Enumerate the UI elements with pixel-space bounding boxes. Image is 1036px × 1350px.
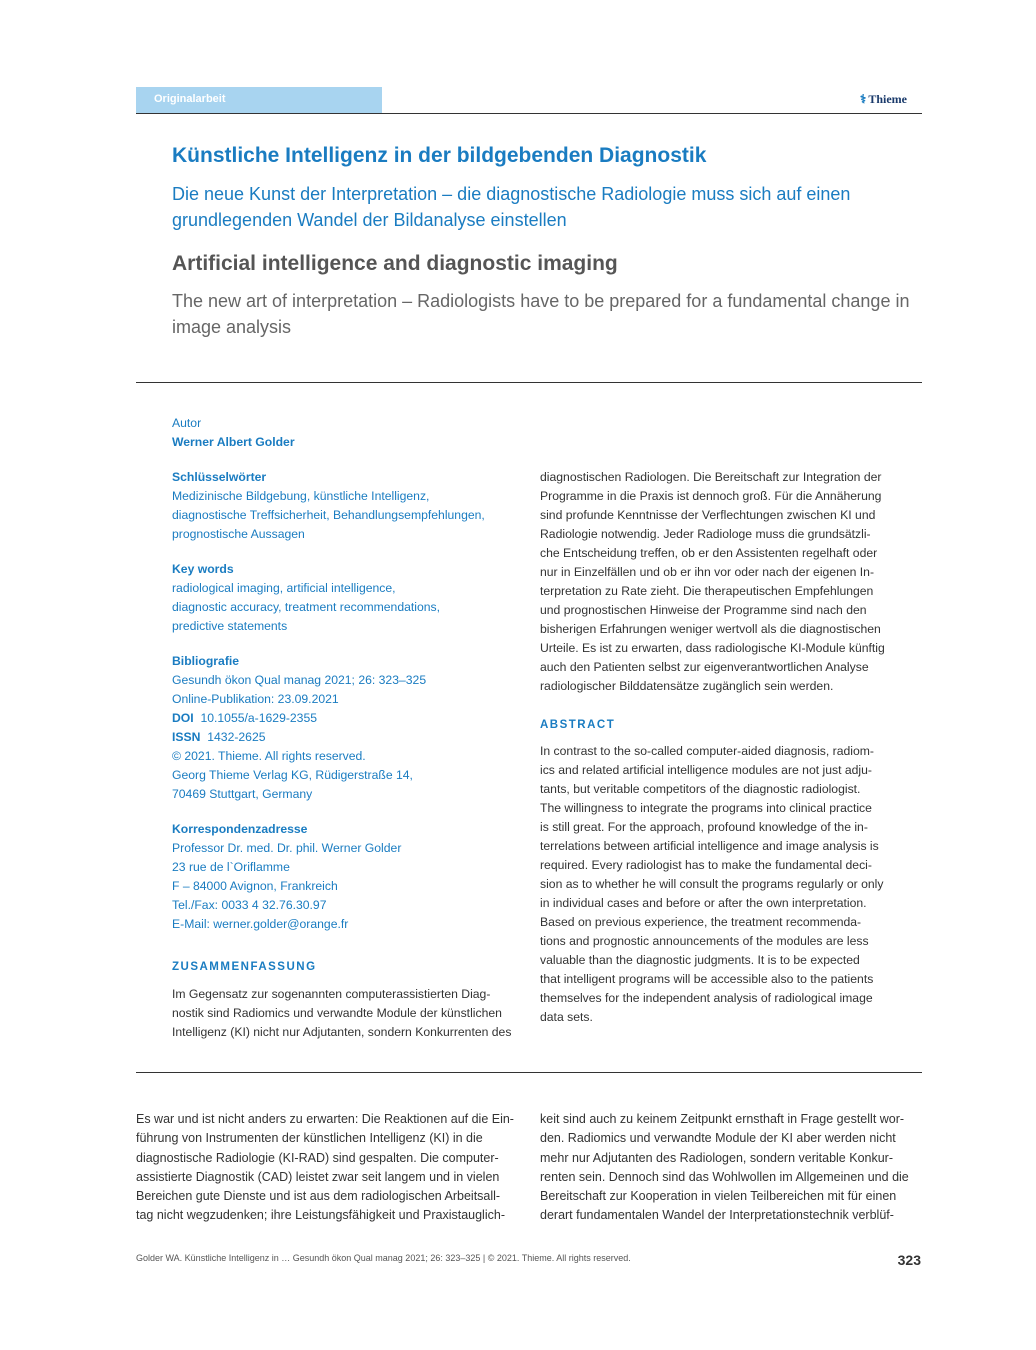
text-line: derart fundamentalen Wandel der Interpretationstechnik verblüf- <box>540 1208 894 1223</box>
zusammenfassung-right <box>540 468 886 696</box>
text-line: required. Every radiologist has to make the fundamental deci- <box>540 858 872 872</box>
author-label: Autor <box>172 416 202 430</box>
issn-value: 1432-2625 <box>207 730 266 744</box>
publisher-address-line: 70469 Stuttgart, Germany <box>172 787 313 801</box>
text-line: Radiologie notwendig. Jeder Radiologe muss die grundsätzli- <box>540 527 871 541</box>
thieme-logo-icon: ⚕ <box>859 92 867 106</box>
doi-link[interactable]: 10.1055/a-1629-2355 <box>200 711 318 725</box>
correspondence-line: Professor Dr. med. Dr. phil. Werner Golder <box>172 841 402 855</box>
english-subtitle: The new art of interpretation – Radiologists have to be prepared for a fundamental change in image analysis <box>172 291 910 337</box>
correspondence-block <box>172 820 512 934</box>
page-number: 323 <box>897 1252 921 1268</box>
text-line: nostik sind Radiomics und verwandte Module der künstlichen <box>172 1006 502 1020</box>
correspondence-line: Tel./Fax: 0033 4 32.76.30.97 <box>172 898 327 912</box>
text-line: The willingness to integrate the programs into clinical practice <box>540 801 872 815</box>
zusammenfassung-heading: ZUSAMMENFASSUNG <box>172 961 317 973</box>
bibliography-block <box>172 652 512 804</box>
metadata-column <box>172 414 512 950</box>
body-column-left <box>136 1110 518 1226</box>
text-line: diagnostischen Radiologen. Die Bereitschaft zur Integration der <box>540 470 882 484</box>
keywords-en-label: Key words <box>172 562 234 576</box>
issn-label: ISSN <box>172 730 201 744</box>
bibliography-label: Bibliografie <box>172 654 240 668</box>
body-column-right <box>540 1110 922 1226</box>
text-line: mehr nur Adjutanten des Radiologen, sondern veritable Konkur- <box>540 1150 893 1165</box>
keywords-de-label: Schlüsselwörter <box>172 470 267 484</box>
abstract-heading: ABSTRACT <box>540 719 616 731</box>
text-line: ics and related artificial intelligence modules are not just adju- <box>540 763 872 777</box>
text-line: valuable than the diagnostic judgments. It is to be expected <box>540 953 860 967</box>
text-line: Intelligenz (KI) nicht nur Adjutanten, sondern Konkurrenten des <box>172 1025 512 1039</box>
text-line: den. Radiomics und verwandte Module der KI aber werden nicht <box>540 1131 896 1146</box>
text-line: data sets. <box>540 1010 593 1024</box>
text-line: sion as to whether he will consult the programs regularly or only <box>540 877 884 891</box>
text-line: In contrast to the so-called computer-aided diagnosis, radiom- <box>540 744 874 758</box>
header-rule <box>136 113 922 114</box>
text-line: radiologischer Bilddatensätze zugänglich sein werden. <box>540 679 834 693</box>
title-divider <box>136 382 922 383</box>
text-line: che Entscheidung treffen, ob er den Assistenten regelhaft oder <box>540 546 878 560</box>
text-line: und prognostischen Hinweise der Programme sind nach den <box>540 603 867 617</box>
section-label: Originalarbeit <box>136 87 382 113</box>
english-title: Artificial intelligence and diagnostic imaging <box>172 252 618 275</box>
text-line: Bereitschaft zur Kooperation in vielen Teilbereichen mit für einen <box>540 1189 897 1204</box>
keywords-de-line: prognostische Aussagen <box>172 527 305 541</box>
issn-line <box>172 728 512 747</box>
publisher-address-line: Georg Thieme Verlag KG, Rüdigerstraße 14, <box>172 768 413 782</box>
text-line: that intelligent programs will be accessible also to the patients <box>540 972 874 986</box>
keywords-en-block <box>172 560 512 636</box>
keywords-de-line: diagnostische Treffsicherheit, Behandlungsempfehlungen, <box>172 508 485 522</box>
doi-line <box>172 709 512 728</box>
keywords-de-block <box>172 468 512 544</box>
text-line: Bereichen gute Dienste und ist aus dem radiologischen Arbeitsall- <box>136 1189 501 1204</box>
text-line: führung von Instrumenten der künstlichen Intelligenz (KI) in die <box>136 1131 483 1146</box>
journal-citation: Gesundh ökon Qual manag 2021; 26: 323–325 <box>172 673 427 687</box>
text-line: keit sind auch zu keinem Zeitpunkt ernsthaft in Frage gestellt wor- <box>540 1112 905 1126</box>
text-line: terrelations between artificial intelligence and image analysis is <box>540 839 879 853</box>
footer-citation: Golder WA. Künstliche Intelligenz in … Gesundh ökon Qual manag 2021; 26: 323–325 | © 2021. Thieme. All rights reserved. <box>136 1253 631 1263</box>
online-publication-date: Online-Publikation: 23.09.2021 <box>172 692 339 706</box>
abstract-text <box>540 742 886 1027</box>
text-line: diagnostische Radiologie (KI-RAD) sind gespalten. Die computer- <box>136 1150 499 1165</box>
german-title: Künstliche Intelligenz in der bildgebenden Diagnostik <box>172 144 707 167</box>
text-line: Programme in die Praxis ist dennoch groß. Für die Annäherung <box>540 489 882 503</box>
keywords-en-line: diagnostic accuracy, treatment recommendations, <box>172 600 441 614</box>
text-line: Based on previous experience, the treatment recommenda- <box>540 915 862 929</box>
author-block <box>172 414 512 452</box>
text-line: terpretation zu Rate zieht. Die therapeutischen Empfehlungen <box>540 584 874 598</box>
text-line: bisherigen Erfahrungen weniger wertvoll als die diagnostischen <box>540 622 881 636</box>
keywords-en-line: predictive statements <box>172 619 288 633</box>
keywords-en-line: radiological imaging, artificial intelligence, <box>172 581 396 595</box>
text-line: Im Gegensatz zur sogenannten computerassistierten Diag- <box>172 987 491 1001</box>
text-line: renten sein. Dennoch sind das Wohlwollen im Allgemeinen und die <box>540 1169 909 1184</box>
keywords-de-line: Medizinische Bildgebung, künstliche Intelligenz, <box>172 489 430 503</box>
text-line: nur in Einzelfällen und ob er ihn vor oder nach der eigenen In- <box>540 565 875 579</box>
correspondence-label: Korrespondenzadresse <box>172 822 308 836</box>
text-line: Urteile. Es ist zu erwarten, dass radiologische KI-Module künftig <box>540 641 885 655</box>
text-line: in individual cases and before or after the own interpretation. <box>540 896 867 910</box>
email-link[interactable]: E-Mail: werner.golder@orange.fr <box>172 917 349 931</box>
author-name: Werner Albert Golder <box>172 435 295 449</box>
copyright-line: © 2021. Thieme. All rights reserved. <box>172 749 366 763</box>
correspondence-line: F – 84000 Avignon, Frankreich <box>172 879 338 893</box>
publisher-logo <box>860 92 907 107</box>
text-line: tions and prognostic announcements of the modules are less <box>540 934 869 948</box>
zusammenfassung-left <box>172 985 518 1042</box>
text-line: assistierte Diagnostik (CAD) leistet zwar seit langem und in vielen <box>136 1169 500 1184</box>
text-line: sind profunde Kenntnisse der Verflechtungen zwischen KI und <box>540 508 876 522</box>
text-line: is still great. For the approach, profound knowledge of the in- <box>540 820 868 834</box>
text-line: auch den Patienten selbst zur eigenverantwortlichen Analyse <box>540 660 869 674</box>
text-line: themselves for the independent analysis of radiological image <box>540 991 873 1005</box>
german-subtitle: Die neue Kunst der Interpretation – die diagnostische Radiologie muss sich auf einen grundlegenden Wandel der Bildanalyse einstellen <box>172 184 851 230</box>
text-line: tants, but veritable competitors of the diagnostic radiologist. <box>540 782 861 796</box>
correspondence-line: 23 rue de l`Oriflamme <box>172 860 290 874</box>
abstract-divider <box>136 1072 922 1073</box>
publisher-name: Thieme <box>868 92 907 106</box>
doi-label: DOI <box>172 711 194 725</box>
text-line: Es war und ist nicht anders zu erwarten: Die Reaktionen auf die Ein- <box>136 1112 514 1126</box>
text-line: tag nicht wegzudenken; ihre Leistungsfähigkeit und Praxistauglich- <box>136 1208 505 1223</box>
